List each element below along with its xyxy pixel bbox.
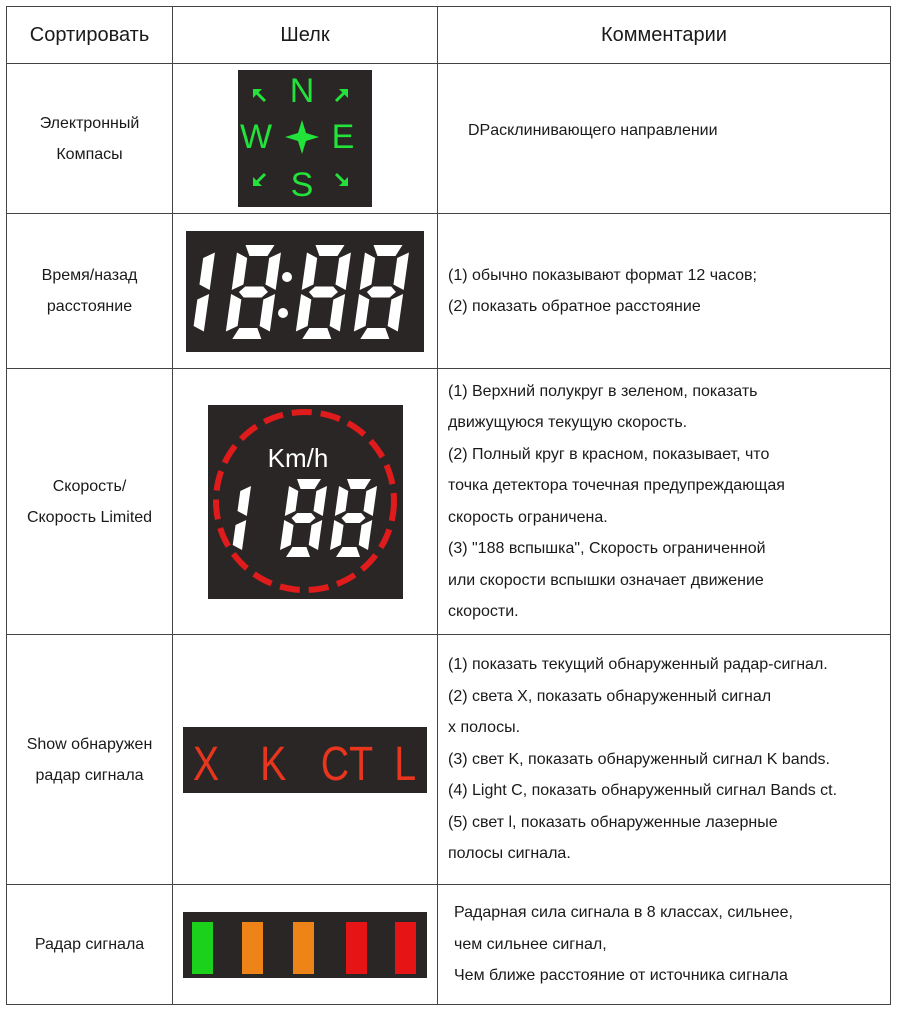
clock-colon-top — [282, 272, 292, 282]
category-cell: Show обнаружен радар сигнала — [7, 635, 173, 885]
table-row — [7, 369, 891, 635]
table-row — [7, 635, 891, 885]
comment-cell: (1) показать текущий обнаруженный радар-сигнал. (2) света X, показать обнаруженный сигнал x полосы. (3) свет K, показать обнаруженный сигнал K bands. (4) Light C, показать обнаруженный сигнал Bands ct. (5) свет l, показать обнаруженные лазерные полосы сигнала. — [438, 635, 891, 885]
strength-bar — [242, 922, 263, 974]
compass-display — [238, 70, 372, 207]
category-cell: Радар сигнала — [7, 885, 173, 1005]
visual-cell — [173, 635, 438, 885]
clock-display — [186, 231, 424, 352]
band-x-letter: X — [192, 736, 220, 791]
clock-colon-bottom — [278, 308, 288, 318]
compass-south-letter: S — [290, 166, 314, 204]
spec-table — [6, 6, 891, 1005]
strength-bar — [395, 922, 416, 974]
visual-cell — [173, 885, 438, 1005]
radar-bands-display — [183, 727, 427, 793]
strength-bar — [192, 922, 213, 974]
band-k-letter: K — [260, 736, 287, 791]
compass-west-letter: W — [239, 118, 273, 156]
category-cell: Время/назад расстояние — [7, 214, 173, 369]
comment-cell: Радарная сила сигнала в 8 классах, сильнее, чем сильнее сигнал, Чем ближе расстояние от источника сигнала — [438, 885, 891, 1005]
strength-bar — [293, 922, 314, 974]
table-row — [7, 64, 891, 214]
bands-background — [183, 727, 427, 793]
compass-east-letter: E — [331, 118, 355, 156]
band-ct-letter: CT — [320, 736, 374, 791]
band-l-letter: L — [394, 736, 417, 791]
header-sort: Сортировать — [7, 7, 173, 64]
strength-bar — [346, 922, 367, 974]
header-comments: Комментарии — [438, 7, 891, 64]
category-cell: Электронный Компасы — [7, 64, 173, 214]
header-silk: Шелк — [173, 7, 438, 64]
visual-cell — [173, 64, 438, 214]
table-row — [7, 885, 891, 1005]
speed-unit-label: Km/h — [267, 442, 328, 473]
speed-display — [208, 405, 403, 599]
comment-cell: (1) обычно показывают формат 12 часов; (2) показать обратное расстояние — [438, 214, 891, 369]
visual-cell — [173, 214, 438, 369]
header-row — [7, 7, 891, 64]
comment-cell: DPасклинивающего направлении — [438, 64, 891, 214]
compass-north-letter: N — [289, 72, 315, 110]
table-row — [7, 214, 891, 369]
signal-strength-display — [183, 912, 427, 978]
visual-cell — [173, 369, 438, 635]
category-cell: Скорость/ Скорость Limited — [7, 369, 173, 635]
comment-cell: (1) Верхний полукруг в зеленом, показать движущуюся текущую скорость. (2) Полный круг в красном, показывает, что точка детектора точечная предупреждающая скорость ограничена. (3) "188 вспышка", Скорость ограниченной или скорости вспышки означает движение скорости. — [438, 369, 891, 635]
